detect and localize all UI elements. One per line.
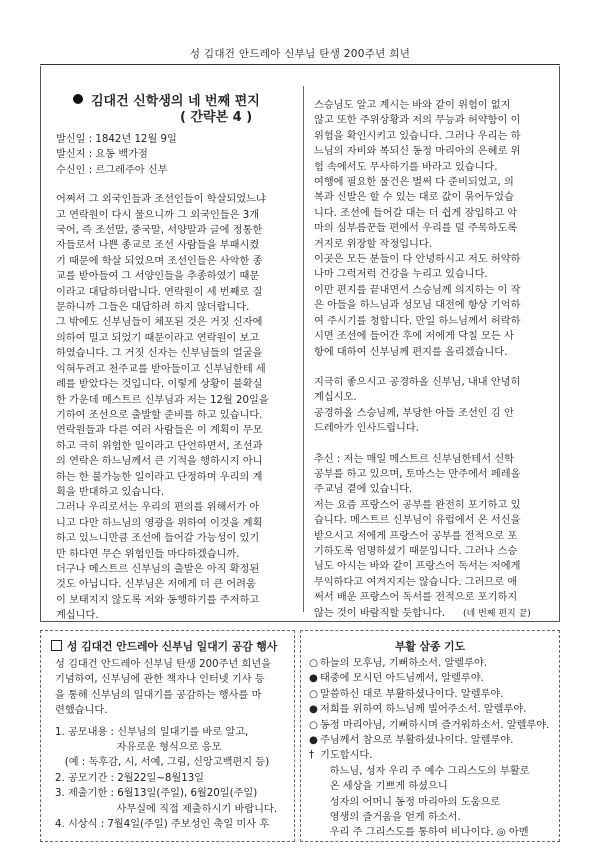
- event-item: 2. 공모기간 : 2월22일~8월13일: [55, 772, 205, 784]
- event-box-title: [51, 639, 277, 654]
- letter-line: 써서 배운 프랑스어 독서를 전적으로 포기하지: [314, 592, 518, 604]
- event-box-title-text: 성 김대건 안드레아 신부님 일대기 공감 행사: [67, 640, 278, 653]
- letter-line: 더구나 메스트르 신부님의 출발은 아직 확정된: [56, 563, 260, 575]
- letter-line: 의 연락은 하느님께서 큰 기적을 행하시지 아니: [56, 456, 263, 468]
- letter-line: 이라고 대답하더랍니다. 연락원이 세 번째로 질: [56, 286, 263, 298]
- prayer-line-text: 하느님, 성자 우리 주 예수 그리스도의 부활로: [320, 765, 530, 777]
- event-intro-line: 기념하여, 신부님에 관한 책자나 인터넷 기사 등: [55, 674, 265, 686]
- letter-right-body: [314, 98, 554, 622]
- letter-line: 받으시고 저에게 프랑스어 공부를 전적으로 포: [314, 530, 518, 542]
- meta-line: 발신지 : 요동 백가점: [56, 149, 148, 161]
- event-item: 사무실에 직접 제출하시기 바랍니다.: [55, 803, 278, 815]
- letter-line: 그 밖에도 신부님들이 체포된 것은 거짓 신자에: [56, 317, 263, 329]
- prayer-line: [309, 764, 549, 779]
- letter-line: 주교님 곁에 있습니다.: [314, 484, 413, 496]
- letter-line: 추신 : 저는 매일 메스트르 신부님한테서 신학: [314, 453, 515, 465]
- letter-line: 습니다. 메스트르 신부님이 유럽에서 온 서신을: [314, 515, 521, 527]
- event-box-body: [55, 657, 277, 832]
- prayer-line: [309, 687, 549, 702]
- prayer-line: [309, 656, 549, 671]
- prayer-box-title: 부활 삼종 기도: [394, 640, 466, 653]
- letter-line: 고 연락원이 다시 물으니까 그 외국인들은 3개: [56, 209, 260, 221]
- letter-line: 않고 또한 주위상황과 저의 무능과 허약함이 이: [314, 115, 521, 127]
- prayer-line: [309, 825, 549, 840]
- event-item: 4. 시상식 : 7월4일(주일) 주보성인 축일 미사 후: [55, 819, 270, 831]
- letter-meta: [56, 132, 296, 178]
- checkbox-square-icon: [51, 640, 62, 651]
- letter-line: 계십니다.: [56, 610, 99, 622]
- letter-line: 이만 편지를 끝내면서 스승님께 의지하는 이 작: [314, 284, 521, 296]
- letter-line: 저는 요즘 프랑스어 공부를 완전히 포기하고 있: [314, 499, 521, 511]
- letter-line: 만 하다면 무슨 위험인들 마다하겠습니까.: [56, 548, 240, 560]
- letter-line: 익혀두려고 천주교를 받아들이고 신부님한테 세: [56, 363, 266, 375]
- letter-line: 국어, 즉 조선말, 중국말, 서양말과 글에 정통한: [56, 225, 263, 237]
- column-divider: [303, 86, 304, 612]
- letter-line: 어쩌서 그 외국인들과 조선인들이 학살되었느냐: [56, 194, 266, 206]
- letter-line: 획을 반대하고 있습니다.: [56, 486, 165, 498]
- prayer-line-text: 말씀하신 대로 부활하셨나이다. 알렐루야.: [320, 688, 504, 700]
- letter-line: 위험을 확인시키고 있습니다. 그러나 우리는 하: [314, 130, 521, 142]
- letter-line: 것도 아닙니다. 신부님은 저에게 더 큰 어려움: [56, 579, 256, 591]
- letter-line: 공부를 하고 있으며, 토마스는 만주에서 페레올: [314, 468, 521, 480]
- letter-line: 항에 대하여 신부님께 편지를 올리겠습니다.: [314, 346, 508, 358]
- prayer-line-text: 기도합시다.: [320, 750, 373, 762]
- letter-line: 복과 신발은 할 수 있는 대로 값이 묶어두었습: [314, 192, 514, 204]
- meta-line: 수신인 : 르그레주아 신부: [56, 164, 168, 176]
- letter-line: 느님의 자비와 복되신 동정 마리아의 은혜로 위: [314, 146, 521, 158]
- prayer-line-text: 우리 주 그리스도를 통하여 비나이다. ◎ 아멘: [320, 827, 529, 839]
- letter-line: 무익하다고 여겨지지는 않습니다. 그러므로 애: [314, 576, 518, 588]
- open-circle-icon: ○: [309, 688, 318, 700]
- letter-line: 기 때문에 학살 되었으며 조선인들은 사악한 종: [56, 255, 263, 267]
- letter-line: 거지로 위장할 작정입니다.: [314, 238, 432, 250]
- open-circle-icon: ○: [309, 719, 318, 731]
- letter-line: 은 아들을 하느님과 성모님 대전에 항상 기억하: [314, 300, 521, 312]
- event-item: 자유로운 형식으로 응모: [55, 742, 222, 754]
- open-circle-icon: ○: [309, 658, 318, 669]
- filled-circle-icon: ●: [309, 735, 318, 747]
- letter-line: 교를 받아들여 그 서양인들을 추종하였기 때문: [56, 271, 260, 283]
- filled-circle-icon: ●: [309, 673, 318, 685]
- letter-left-body: [56, 192, 296, 623]
- meta-line: 발신일 : 1842년 12월 9일: [56, 134, 177, 145]
- prayer-line-text: 동정 마리아님, 기뻐하시며 즐거워하소서. 알렐루야.: [320, 719, 550, 731]
- letter-right-column: [314, 98, 554, 622]
- cross-icon: †: [309, 750, 315, 762]
- letter-line: 여행에 필요한 물건은 벌써 다 준비되었고, 의: [314, 177, 514, 189]
- letter-line: 한 가운데 메스트르 신부님과 저는 12월 20일을: [56, 394, 269, 406]
- prayer-line: [309, 748, 549, 763]
- event-item: 3. 제출기한 : 6월13일(주일), 6월20일(주일): [55, 788, 258, 800]
- letter-line: 기하도록 엄명하셨기 때문입니다. 그러나 스승: [314, 545, 518, 557]
- letter-line: 험 속에서도 무사하기를 바라고 있습니다.: [314, 161, 498, 173]
- prayer-box: [300, 630, 560, 842]
- letter-line: 연락원들과 다른 여러 사람들은 이 계획이 무모: [56, 425, 263, 437]
- letter-line: 례를 받았다는 것입니다. 이렇게 상황이 불확실: [56, 379, 263, 391]
- letter-line: 문하니까 그들은 대답하려 하지 않더랍니다.: [56, 302, 250, 314]
- bullet-icon: [73, 94, 83, 104]
- prayer-line: [309, 779, 549, 794]
- prayer-line-text: 저희를 위하여 하느님께 빌어주소서. 알렐루야.: [320, 704, 527, 716]
- prayer-line-text: 성자의 어머니 동정 마리아의 도움으로: [320, 796, 501, 808]
- letter-title-text: 김대건 신학생의 네 번째 편지: [91, 94, 260, 109]
- letter-left-column: [56, 132, 296, 624]
- letter-line: 니다. 조선에 들어갈 대는 더 쉽게 잠입하고 악: [314, 207, 518, 219]
- letter-line: 그러나 우리로서는 우리의 편의를 위해서가 아: [56, 502, 260, 514]
- letter-subtitle: ( 간략본 4 ): [180, 110, 253, 125]
- letter-line: 마의 심부름꾼들 편에서 우리를 덜 주목하도록: [314, 223, 518, 235]
- letter-line: 공경하올 스승님께, 부당한 아들 조선인 김 안: [314, 407, 514, 419]
- event-intro-line: 련했습니다.: [55, 705, 108, 717]
- event-item: (예 : 독후감, 시, 서예, 그림, 신앙고백편지 등): [55, 757, 270, 769]
- prayer-line-text: 주님께서 참으로 부활하셨나이다. 알렐루야.: [320, 735, 514, 747]
- event-box: [40, 630, 295, 842]
- letter-line: 의하여 밀고 되었기 때문이라고 연락원이 보고: [56, 332, 260, 344]
- header-rule: [40, 64, 560, 65]
- event-item: 1. 공모내용 : 신부님의 일대기를 바로 알고,: [55, 726, 249, 738]
- letter-line: 하고 있느니만큼 조선에 들어갈 가능성이 있기: [56, 533, 260, 545]
- prayer-line-text: 태중에 모시던 아드님께서, 알렐루야.: [320, 673, 484, 685]
- bulletin-header: 성 김대건 안드레아 신부님 탄생 200주년 희년: [189, 48, 411, 60]
- letter-line: 스승님도 알고 계시는 바와 같이 위험이 없지: [314, 100, 511, 111]
- letter-line: 이 보태지지 않도록 저와 동행하기를 주저하고: [56, 594, 260, 606]
- prayer-line: [309, 733, 549, 748]
- prayer-line: [309, 795, 549, 810]
- letter-line: 시면 조선에 들어간 후에 저에게 닥칠 모든 사: [314, 331, 514, 343]
- letter-line: 하는 한 불가능한 일이라고 단정하며 우리의 계: [56, 471, 263, 483]
- prayer-line: [309, 810, 549, 825]
- prayer-line-text: 영생의 즐거움을 얻게 하소서.: [320, 812, 461, 824]
- prayer-line: [309, 702, 549, 717]
- prayer-box-body: [309, 656, 549, 841]
- letter-line: 니고 다만 하느님의 영광을 위하여 이것을 계획: [56, 517, 263, 529]
- letter-line: 드레아가 인사드립니다.: [314, 423, 419, 435]
- letter-line: 여 주시기를 청합니다. 만일 하느님께서 허락하: [314, 315, 521, 327]
- letter-line: 자들로서 나쁜 종교로 조선 사람들을 부패시켰: [56, 240, 260, 252]
- letter-line: 계십시오.: [314, 392, 357, 404]
- prayer-line: [309, 671, 549, 686]
- filled-circle-icon: ●: [309, 704, 318, 716]
- letter-line: 님도 아시는 바와 같이 프랑스어 독서는 저에게: [314, 561, 521, 573]
- prayer-line: [309, 718, 549, 733]
- letter-line: 기하여 조선으로 출발할 준비를 하고 있습니다.: [56, 409, 263, 421]
- letter-line: 이곳은 모든 분들이 다 안녕하시고 저도 허약하: [314, 254, 521, 266]
- letter-line: 않는 것이 바람직할 듯합니다. (네 번째 편지 끝): [314, 607, 531, 619]
- letter-line: 지극히 좋으시고 공경하올 신부님, 내내 안녕히: [314, 376, 521, 388]
- event-intro-line: 을 통해 신부님의 일대기를 공감하는 행사를 마: [55, 689, 262, 701]
- letter-line: 하였습니다. 그 거짓 신자는 신부님들의 얼굴을: [56, 348, 263, 360]
- letter-line: 나마 그럭저럭 건강을 누리고 있습니다.: [314, 269, 488, 281]
- letter-end-note: (네 번째 편지 끝): [463, 608, 531, 619]
- prayer-line-text: 온 세상을 기쁘게 하셨으니: [320, 781, 448, 793]
- prayer-line-text: 하늘의 모후님, 기뻐하소서. 알렐루야.: [320, 658, 488, 669]
- letter-line: 하고 극히 위험한 일이라고 단언하면서, 조선과: [56, 440, 263, 452]
- event-intro-line: 성 김대건 안드레아 신부님 탄생 200주년 희년을: [55, 659, 272, 670]
